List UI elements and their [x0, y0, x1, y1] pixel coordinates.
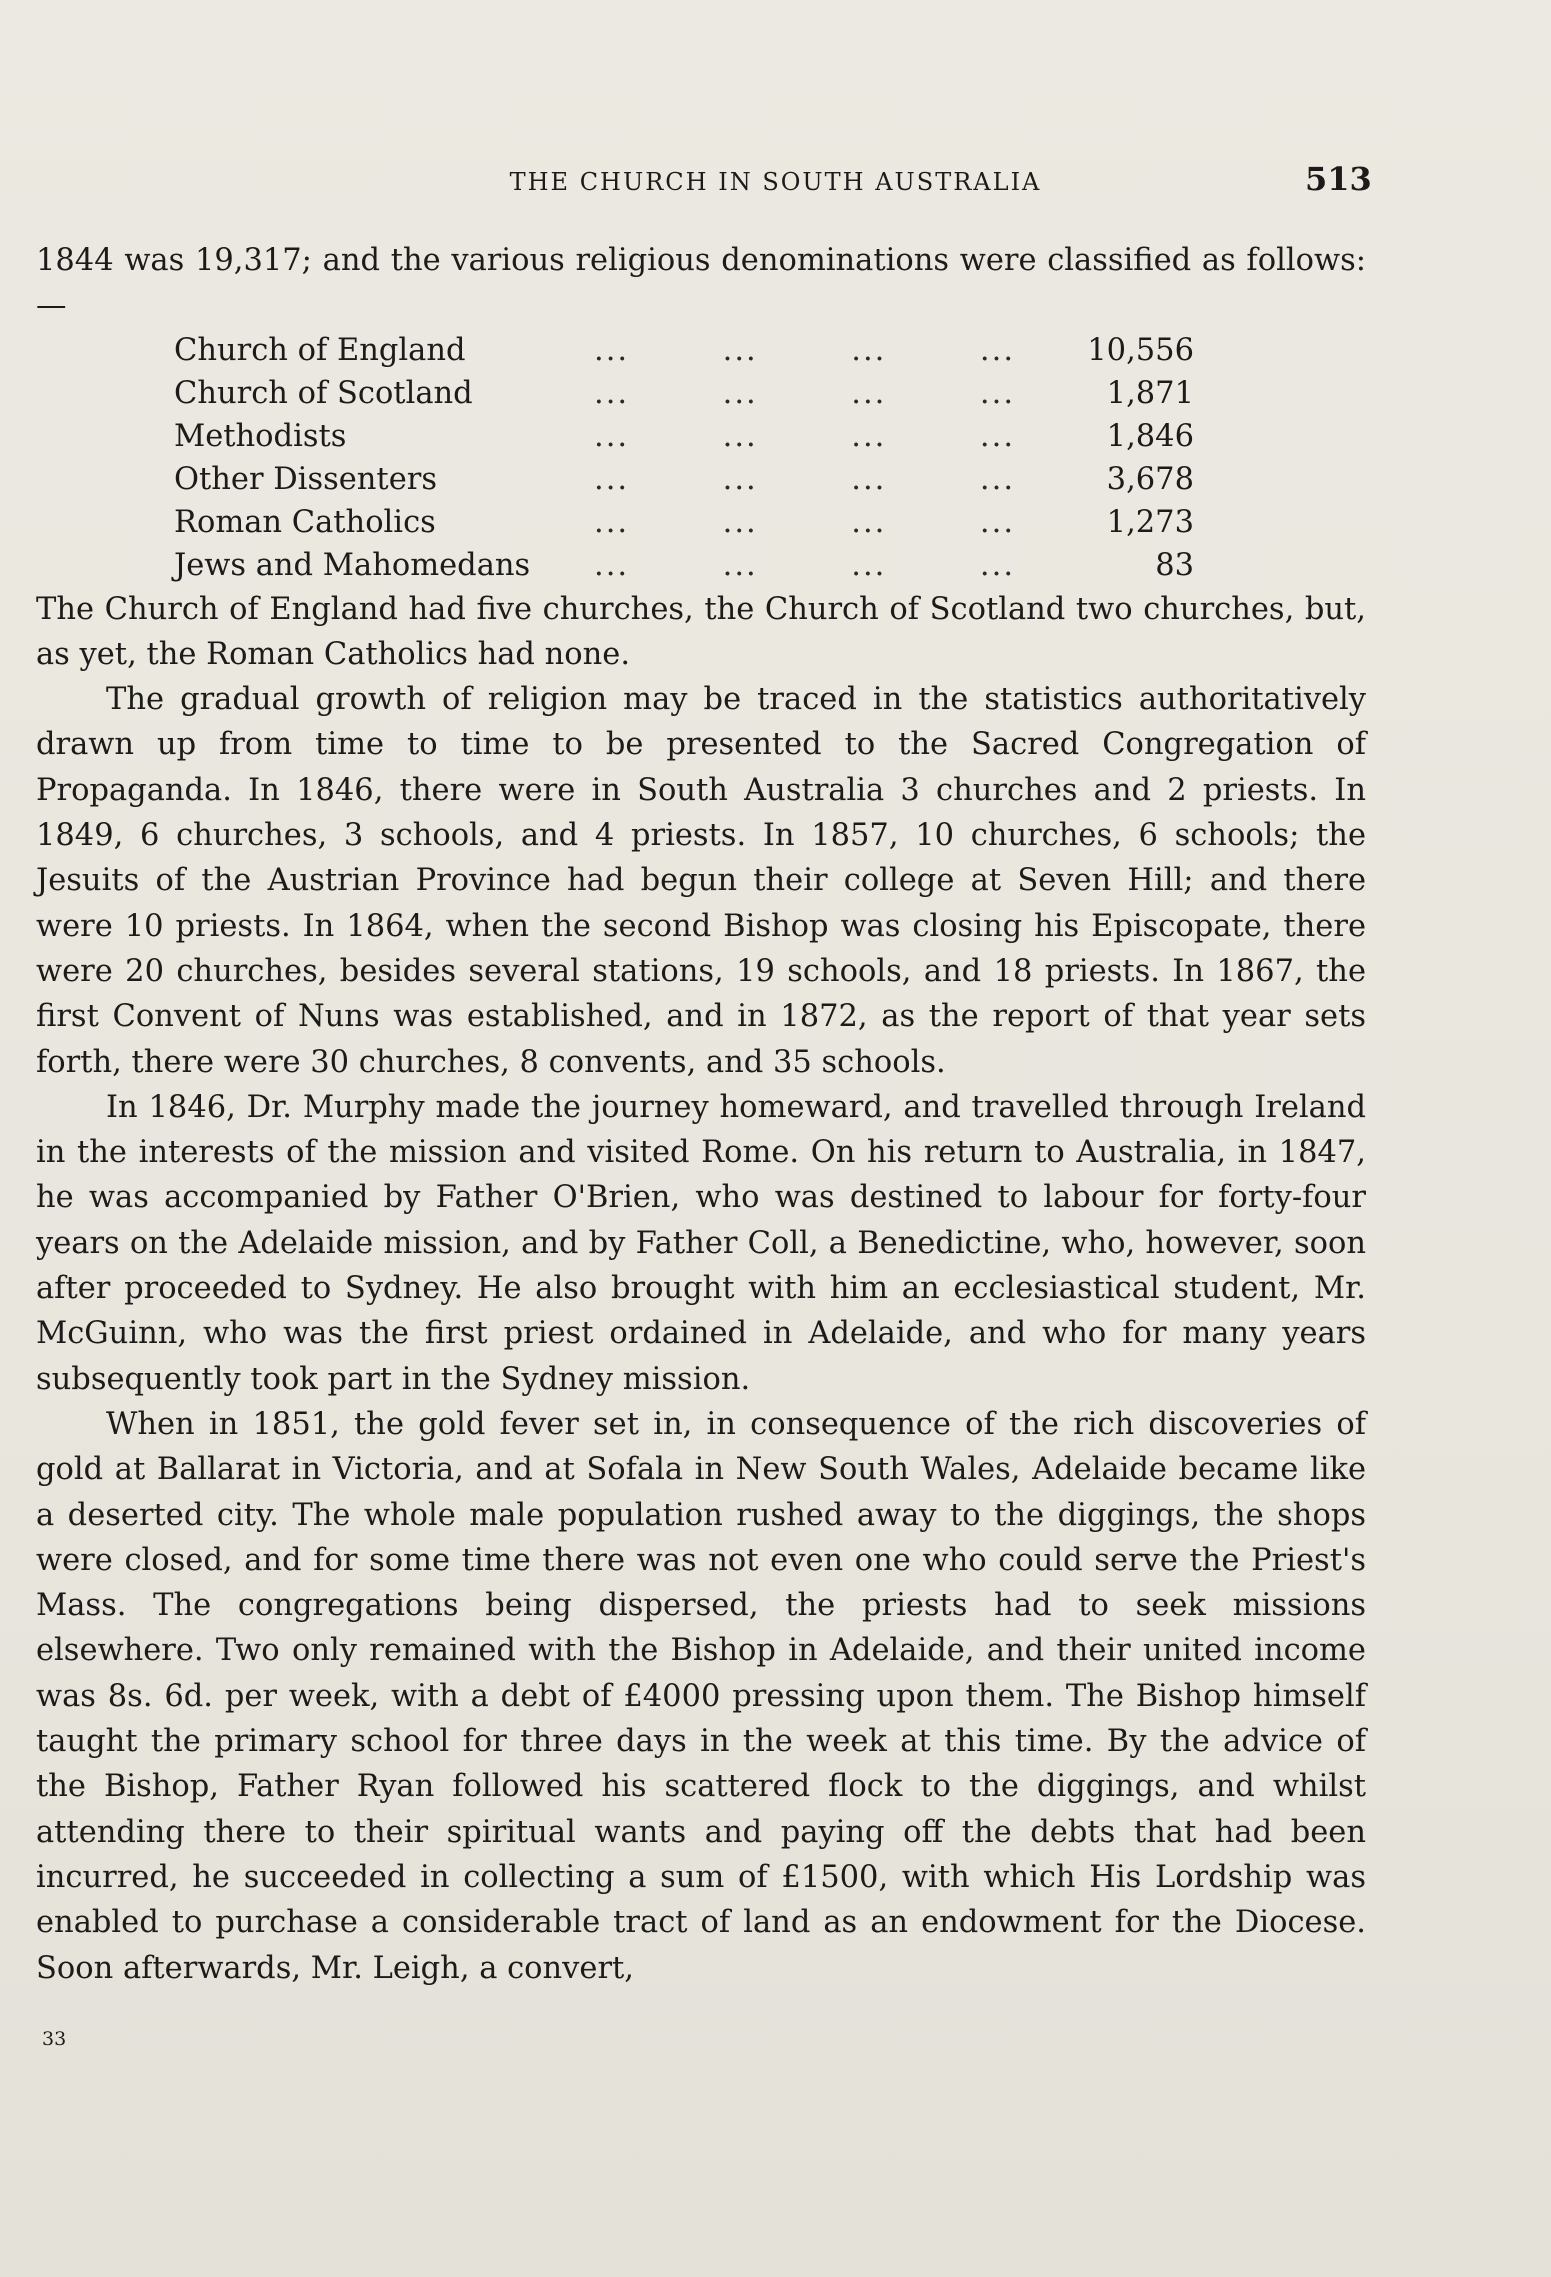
denomination-count: 3,678	[1106, 461, 1194, 497]
paragraph: When in 1851, the gold fever set in, in consequence of the rich discoveries of gold at Ballarat in Victoria, and at Sofala in New South Wales, Adelaide became like a deserted city. The whole male population rushed away to the diggings, the shops were closed, and for some time there was not even one who could serve the Priest's Mass. The congregations being dispersed, the priests had to seek missions elsewhere. Two only remained with the Bishop in Adelaide, and their united income was 8s. 6d. per week, with a debt of £4000 pressing upon them. The Bishop himself taught the primary school for three days in the week at this time. By the advice of the Bishop, Father Ryan followed his scattered flock to the diggings, and whilst attending there to their spiritual wants and paying off the debts that had been incurred, he succeeded in collecting a sum of £1500, with which His Lordship was enabled to purchase a considerable tract of land as an endowment for the Diocese. Soon afterwards, Mr. Leigh, a convert,	[36, 1406, 1366, 1986]
page-number: 513	[1305, 160, 1372, 198]
dot-leaders: ... ... ... ...	[594, 547, 1016, 583]
intro-paragraph: 1844 was 19,317; and the various religious denominations were classified as follows:—	[36, 243, 1366, 324]
table-row	[174, 372, 1254, 415]
dot-leaders: ... ... ... ...	[594, 418, 1016, 454]
signature-mark: 33	[42, 2028, 67, 2050]
denomination-name: Other Dissenters	[174, 461, 437, 497]
table-row	[174, 544, 1254, 587]
paragraph: In 1846, Dr. Murphy made the journey homeward, and travelled through Ireland in the interests of the mission and visited Rome. On his return to Australia, in 1847, he was accompanied by Father O'Brien, who was destined to labour for forty-four years on the Adelaide mission, and by Father Coll, a Benedictine, who, however, soon after proceeded to Sydney. He also brought with him an ecclesiastical student, Mr. McGuinn, who was the first priest ordained in Adelaide, and who for many years subsequently took part in the Sydney mission.	[36, 1089, 1366, 1397]
denomination-name: Church of England	[174, 332, 466, 368]
denomination-name: Jews and Mahomedans	[174, 547, 531, 583]
denomination-count: 10,556	[1087, 332, 1194, 368]
denomination-count: 1,846	[1106, 418, 1194, 454]
table-row	[174, 458, 1254, 501]
body-text	[36, 238, 1366, 1991]
denomination-count: 83	[1155, 547, 1194, 583]
table-row	[174, 415, 1254, 458]
denomination-name: Roman Catholics	[174, 504, 436, 540]
dot-leaders: ... ... ... ...	[594, 332, 1016, 368]
denomination-count: 1,273	[1106, 504, 1194, 540]
dot-leaders: ... ... ... ...	[594, 375, 1016, 411]
running-title: THE CHURCH IN SOUTH AUSTRALIA	[509, 168, 1042, 196]
denomination-name: Church of Scotland	[174, 375, 473, 411]
table-row	[174, 329, 1254, 372]
paragraph: The gradual growth of religion may be traced in the statistics authoritatively drawn up from time to time to be presented to the Sacred Congregation of Propaganda. In 1846, there were in South Australia 3 churches and 2 priests. In 1849, 6 churches, 3 schools, and 4 priests. In 1857, 10 churches, 6 schools; the Jesuits of the Austrian Province had begun their college at Seven Hill; and there were 10 priests. In 1864, when the second Bishop was closing his Episcopate, there were 20 churches, besides several stations, 19 schools, and 18 priests. In 1867, the first Convent of Nuns was established, and in 1872, as the report of that year sets forth, there were 30 churches, 8 convents, and 35 schools.	[36, 682, 1366, 1080]
denomination-name: Methodists	[174, 418, 347, 454]
paragraph: The Church of England had five churches, the Church of Scotland two churches, but, as yet, the Roman Catholics had none.	[36, 591, 1366, 672]
denomination-table	[174, 329, 1254, 587]
table-row	[174, 501, 1254, 544]
denomination-count: 1,871	[1106, 375, 1194, 411]
dot-leaders: ... ... ... ...	[594, 504, 1016, 540]
dot-leaders: ... ... ... ...	[594, 461, 1016, 497]
